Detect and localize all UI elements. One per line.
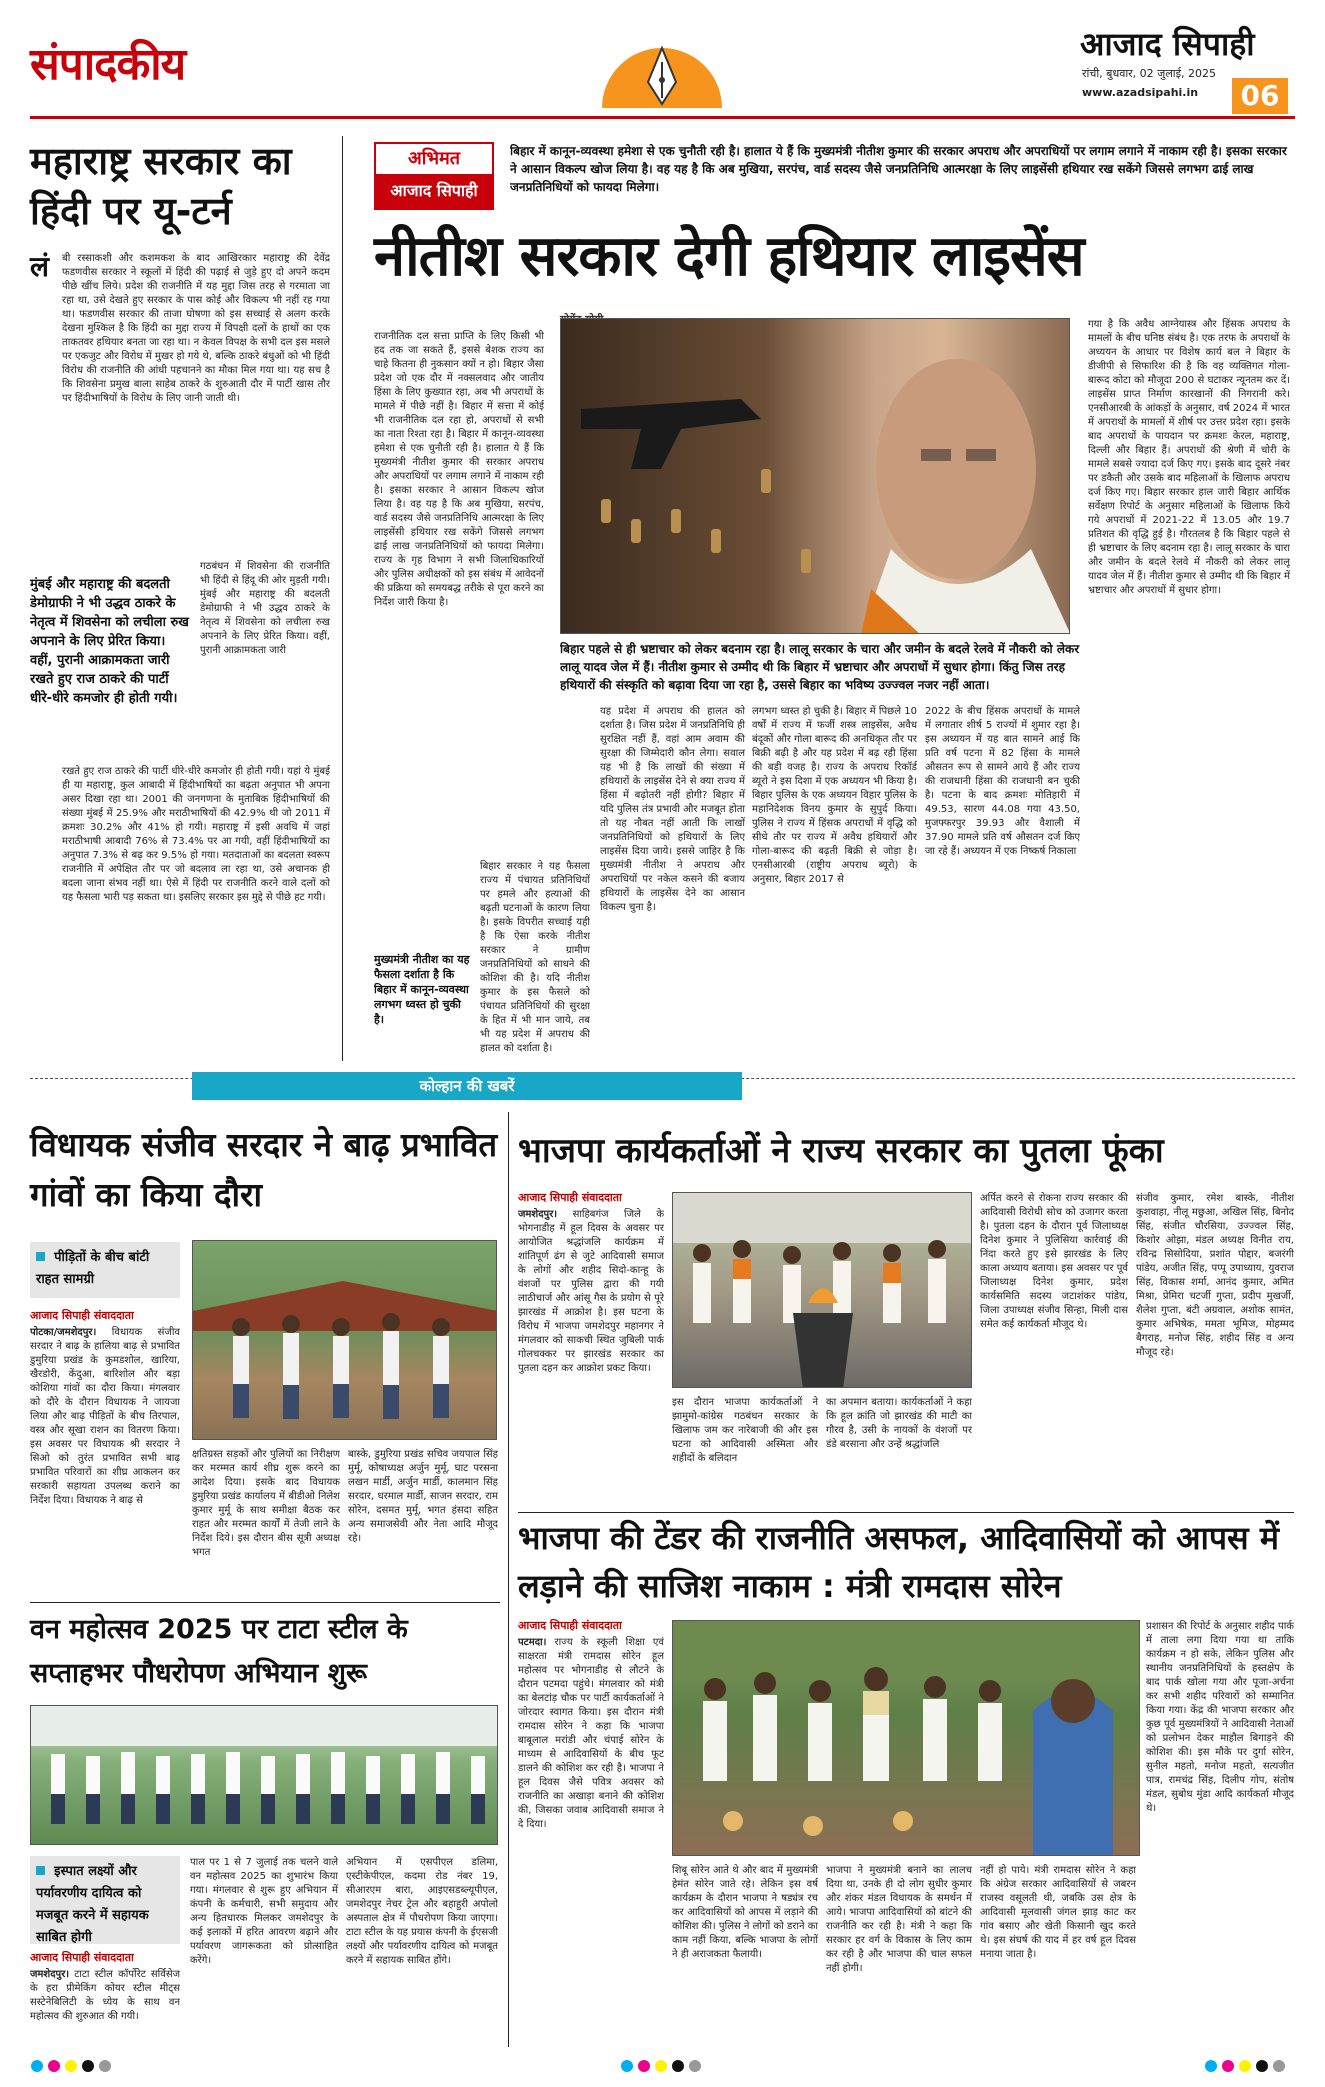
left-body-2: गठबंधन में शिवसेना की राजनीति भी हिंदी से हिंदू की ओर मुड़ती गयी। मुंबई और महाराष्ट्र की बदलती डेमोग्राफी ने भी उद्धव ठाकरे के नेतृत्व में शिवसेना को लचीला रुख अपनाने के लिए प्रेरित किया। वहीं, पुरानी आक्रामकता जारी [200, 561, 330, 656]
story3-body-2: शिबू सोरेन आते थे और बाद में मुख्यमंत्री हेमंत सोरेन जाते रहे। लेकिन इस वर्ष कार्यक्रम के दौरान भाजपा ने षड्यंत्र रच कर आदिवासियों को आपस में लड़ाने की कोशिश की। पुलिस ने लोगों को डराने का काम नहीं किया, बल्कि भाजपा के लोगों ने ही अराजकता फैलायी। [672, 1865, 818, 1960]
story1-body-2: क्षतिग्रस्त सड़कों और पुलियों का निरीक्षण कर मरम्मत कार्य शीघ्र शुरू करने का आदेश दिया। इसके बाद विधायक डुमुरिया प्रखंड कार्यालय में बीडीओ निलेश कुमार मुर्मू के साथ समीक्षा बैठक कर राहत और मरम्मत कार्यों में तेजी लाने के निर्देश दिये। इस दौरान बीस सूत्री अध्यक्ष भगत [192, 1449, 340, 1558]
registration-marks-right [1204, 2058, 1294, 2077]
left-headline: महाराष्ट्र सरकार का हिंदी पर यू-टर्न [30, 139, 292, 233]
lead-col-3: बिहार सरकार ने यह फैसला राज्य में पंचायत प्रतिनिधियों पर हमले और हत्याओं की बढ़ती घटनाओं के कारण लिया है। इसके विपरीत सच्चाई यही है कि ऐसा करके नीतीश सरकार ने ग्रामीण जनप्रतिनिधियों को साधने की कोशिश की है। यदि नीतीश कुमार के इस फैसले को पंचायत प्रतिनिधियों की सुरक्षा के हित में भी मान जाये, तब भी यह प्रदेश में अपराध की हालत को दर्शाता है। [480, 861, 590, 1054]
story2-body-2: इस दौरान भाजपा कार्यकर्ताओं ने झामुमो-कांग्रेस गठबंधन सरकार के खिलाफ जम कर नारेबाजी की और इस घटना को आदिवासी अस्मिता और शहीदों के बलिदान [672, 1397, 818, 1464]
bullet-icon [36, 1866, 45, 1875]
lead-caption: बिहार पहले से ही भ्रष्टाचार को लेकर बदनाम रहा है। लालू सरकार के चारा और जमीन के बदले रेलवे में नौकरी को लेकर लालू यादव जेल में हैं। नीतीश कुमार से उम्मीद थी कि बिहार में भ्रष्टाचार और अपराधों में सुधार होगा। किंतु जिस तरह हथियारों की संस्कृति को बढ़ावा दिया जा रहा है, उससे बिहार का भविष्य उज्ज्वल नजर नहीं आता। [560, 642, 1080, 692]
story1-subhead-text: पीड़ितों के बीच बांटी राहत सामग्री [36, 1250, 150, 1287]
story1-subhead [30, 1242, 180, 1298]
story2-body-5: संजीव कुमार, रमेश बास्के, नीतीश कुशवाहा, नीलू मछुआ, अखिल सिंह, बिनोद सिंह, संजीत चौरसिया, उज्ज्वल सिंह, किशोर ओझा, मंडल अध्यक्ष विनीत राय, रविन्द्र सिसोदिया, प्रशांत पोद्दार, बजरंगी पांडेय, अजीत सिंह, पप्पू उपाध्याय, युवराज सिंह, विकास शर्मा, आनंद कुमार, अमित मिश्रा, प्रेमिरा चटर्जी गुप्ता, प्रदीप मुखर्जी, शैलेश गुप्ता, बंटी अग्रवाल, अशोक सामंत, कुमार अभिषेक, ममता भूमिज, मोहम्मद बैगराह, मनोज सिंह, शहीद सिंह व अन्य मौजूद रहे। [1136, 1193, 1294, 1358]
opinion-tag-label: अभिमत [407, 148, 461, 169]
section-band: कोल्हान की खबरें [192, 1072, 742, 1100]
story4-byline: आजाद सिपाही संवाददाता [30, 1951, 134, 1964]
story3-body-1 [518, 1636, 664, 2046]
story4-body-3: अभियान में एसपीएल डलिमा, एस्टीकेपीएल, कदमा रोड नंबर 19, सीआरएम बारा, आइएसडब्ल्यूपीएल, जमशेदपुर नेचर ट्रेल और बहाहुरी अपोलो अस्पताल क्षेत्र में पौधरोपण किया जाएगा। टाटा स्टील के यह प्रयास कंपनी के ईएसजी लक्ष्यों और पर्यावरणीय दायित्व को मजबूत करने में सहायक साबित होंगे। [346, 1857, 498, 1966]
story4-subhead-text: इस्पात लक्ष्यों और पर्यावरणीय दायित्व को मजबूत करने में सहायक साबित होगी [36, 1864, 149, 1945]
lead-side-quote: मुख्यमंत्री नीतीश का यह फैसला दर्शाता है कि बिहार में कानून-व्यवस्था लगभग ध्वस्त हो चुकी है। [374, 953, 470, 1026]
story3-dateline: पटमदा। [518, 1637, 547, 1648]
story1-byline: आजाद सिपाही संवाददाता [30, 1309, 134, 1322]
story4-body-2: पाल पर 1 से 7 जुलाई तक चलने वाले वन महोत्सव 2025 का शुभारंभ किया गया। मंगलवार से शुरू हुए अभियान में कंपनी के कर्मचारी, सभी समुदाय और अन्य हितधारक मिलकर जमशेदपुर के कई इलाकों में हरित आवरण बढ़ाने और पर्यावरण जागरूकता को प्रोत्साहित करेंगे। [190, 1857, 338, 1966]
story3-body-4: नहीं हो पाये। मंत्री रामदास सोरेन ने कहा कि अंग्रेज सरकार आदिवासियों से जबरन राजस्व वसूलती थी, जबकि उस क्षेत्र के आदिवासी मूलवासी जंगल झाड़ काट कर गांव बसाए और खेती किसानी खुद करते थे। इस संघर्ष की याद में हर वर्ष हूल दिवस मनाया जाता है। [980, 1865, 1136, 1960]
registration-marks-center [620, 2058, 710, 2077]
story2-text-1: साहिबगंज जिले के भोगनाडीह में हूल दिवस के अवसर पर आयोजित श्रद्धांजलि कार्यक्रम में शांतिपूर्ण ढंग से जुटे आदिवासी समाज के लोगों और शहीद सिदो-कान्हू के वंशजों पर पुलिस द्वारा की गयी लाठीचार्ज और आंसू गैस के प्रयोग से पूरे झारखंड में आक्रोश है। इस घटना के विरोध में भाजपा जमशेदपुर महानगर ने मंगलवार को साकची स्थित जुबिली पार्क गोलचक्कर पर झारखंड सरकार का पुतला दहन कर आक्रोश प्रकट किया। [518, 1209, 664, 1374]
story3-photo-minister [672, 1620, 1140, 1856]
lead-headline: नीतीश सरकार देगी हथियार लाइसेंस [374, 224, 1084, 289]
story3-text-1: राज्य के स्कूली शिक्षा एवं साक्षरता मंत्री रामदास सोरेन हूल महोत्सव पर भोगनाडीह से लौटने के दौरान पटमदा पहुंचे। मंगलवार को मंत्री का बेलटांड़ चौक पर पार्टी कार्यकर्ताओं ने जोरदार स्वागत किया। इस दौरान मंत्री रामदास सोरेन ने कहा कि भाजपा बाबूलाल मरांडी और चंपाई सोरेन के माध्यम से आदिवासियों के बीच फूट डालने की कोशिश कर रही है। भाजपा ने हूल दिवस जैसे पवित्र अवसर को राजनीति का अखाड़ा बनाने की कोशिश की, जिसका जवाब आदिवासी समाज ने दे दिया। [518, 1637, 664, 1830]
story4-subhead [30, 1856, 180, 1944]
story1-text-1: विधायक संजीव सरदार ने बाढ़ के हालिया बाढ़ से प्रभावित डुमुरिया प्रखंड के कुमडशोल, खारिया, खैरडोरी, केंदुआ, बारिशोल और बड़ा कोशिया गांवों का दौरा किया। मंगलवार को दौरे के दौरान विधायक ने जायजा लिया और बाढ़ पीड़ितों के बीच तिरपाल, वस्त्र और सूखा राशन का वितरण किया। इस अवसर पर विधायक श्री सरदार ने सिओ को तुरंत प्रभावित सभी बाढ़ प्रभावित परिवारों का शीघ्र आकलन कर सरकारी सहायता उपलब्ध कराने का निर्देश दिया। विधायक ने बाढ़ से [30, 1327, 180, 1506]
story1-body-3: बास्के, डुमुरिया प्रखंड सचिव जयपाल सिंह मुर्मू, कोषाध्यक्ष अर्जुन मुर्मू, घाट परसना लखन मार्डी, अर्जुन मार्डी, कालमान सिंह सरदार, धरमाल मार्डी, साजन सरदार, राम सोरेन, दसमत मुर्मू, भगत हंसदा सहित अन्य समाजसेवी और नेता आदि मौजूद रहे। [348, 1449, 498, 1544]
story1-headline: विधायक संजीव सरदार ने बाढ़ प्रभावित गांवों का किया दौरा [30, 1125, 498, 1214]
story3-body-3: भाजपा ने मुख्यमंत्री बनाने का लालच दिया था, उनके ही दो लोग सुधीर कुमार और शंकर मंडल विधायक के समर्थन में आये। भाजपा आदिवासियों को बांटने की राजनीति कर रही है। मंत्री ने कहा कि सरकार हर वर्ग के विकास के लिए काम कर रही है और भाजपा की चाल सफल नहीं होगी। [826, 1865, 972, 1974]
left-bottom-rule [30, 1602, 500, 1603]
story4-headline: वन महोत्सव 2025 पर टाटा स्टील के सप्ताहभर पौधरोपण अभियान शुरू [30, 1614, 408, 1689]
story2-body-1 [518, 1208, 664, 1508]
bullet-icon [36, 1252, 45, 1261]
paper-logo: आजाद सिपाही [1080, 25, 1255, 63]
lead-deck: बिहार में कानून-व्यवस्था हमेशा से एक चुनौती रही है। हालात ये हैं कि मुख्यमंत्री नीतीश कुमार की सरकार अपराध और अपराधियों पर लगाम लगाने में नाकाम रही है। इसका सरकार ने आसान विकल्प खोज लिया है। वह यह है कि अब मुखिया, सरपंच, वार्ड सदस्य जैसे जनप्रतिनिधि आत्मरक्षा के लिए लाइसेंसी हथियार रख सकेंगे जिससे लगभग ढाई लाख जनप्रतिनिधियों को फायदा मिलेगा। [510, 144, 1287, 194]
story1-photo-flood-visit [192, 1240, 497, 1440]
story3-byline: आजाद सिपाही संवाददाता [518, 1619, 622, 1632]
masthead [0, 0, 1325, 118]
lead-col-4: यह प्रदेश में अपराध की हालत को दर्शाता है। जिस प्रदेश में जनप्रतिनिधि ही सुरक्षित नहीं हैं, वहां आम अवाम की सुरक्षा की जिम्मेदारी कौन लेगा। सवाल यह भी है कि लाखों की संख्या में हथियारों के लाइसेंस देने से क्या राज्य में हिंसा में बढ़ोतरी नहीं होगी? बिहार में यदि पुलिस तंत्र प्रभावी और मजबूत होता तो यह नौबत नहीं आती कि लाखों जनप्रतिनिधियों को हथियारों के लिए लाइसेंस दिया जाये। इससे जाहिर है कि मुख्यमंत्री नीतीश ने अपराध और अपराधियों पर नकेल कसने की बजाय हथियारों के लाइसेंस देने का आसान विकल्प चुना है। [600, 706, 745, 913]
left-pullquote: मुंबई और महाराष्ट्र की बदलती डेमोग्राफी ने भी उद्धव ठाकरे के नेतृत्व में शिवसेना को लचीला रुख अपनाने के लिए प्रेरित किया। वहीं, पुरानी आक्रामकता जारी रखते हुए राज ठाकरे की पार्टी धीरे-धीरे कमजोर ही होती गयी। [30, 577, 189, 706]
registration-marks-left [30, 2058, 120, 2077]
left-column-rule [342, 136, 343, 1061]
story4-photo-plantation [30, 1705, 498, 1845]
section-title: संपादकीय [30, 39, 186, 90]
opinion-tag-paper: आजाद सिपाही [376, 174, 492, 208]
left-body-3: रखते हुए राज ठाकरे की पार्टी धीरे-धीरे कमजोर ही होती गयी। यहां ये मुंबई ही या महाराष्ट्र, कुल आबादी में हिंदीभाषियों का बढ़ता अनुपात भी अपना असर दिखा रहा था। 2001 की जनगणना के मुताबिक हिंदीभाषियों की संख्या मुंबई में 25.9% और मराठीभाषियों की 42.9% थी जो 2011 में क्रमशः 30.2% और 41% हो गयी। महाराष्ट्र में इसी अवधि में जहां मराठीभाषी आबादी 76% से 73.4% पर आ गयी, वहीं हिंदीभाषियों का अनुपात 7.3% से बढ़ कर 9.5% हो गया। मतदाताओं का बदलता स्वरूप राजनीति में अपेक्षित तौर पर जो बदलाव ला रहा था, उसे अचानक ही बदला जाना संभव नहीं था। ऐसे में हिंदी पर राजनीति करने वाले दलों को यह फैसला भारी पड़ सकता था। इसलिए सरकार इस मुद्दे से पीछे हट गयी। [62, 766, 330, 903]
story2-photo-effigy [672, 1192, 972, 1388]
lead-col-1: राजनीतिक दल सत्ता प्राप्ति के लिए किसी भी हद तक जा सकते हैं, इससे बेशक राज्य का चाहे कितना ही नुकसान क्यों न हो। बिहार जैसा प्रदेश जो एक दौर में नक्सलवाद और जातीय हिंसा के लिए कुख्यात रहा, अब भी अपराधों के मामले में पीछे नहीं है। बिहार में सत्ता में कोई भी राजनीतिक दल रहा हो, अपराधों से सभी का नाता रिश्ता रहा है। बिहार में कानून-व्यवस्था हमेशा से एक चुनौती रही है। हालात ये हैं कि मुख्यमंत्री नीतीश कुमार की सरकार अपराध और अपराधियों पर लगाम लगाने में नाकाम रही है। इसका सरकार ने आसान विकल्प खोज लिया है। वह यह है कि अब मुखिया, सरपंच, वार्ड सदस्य जैसे जनप्रतिनिधि आत्मरक्षा के लिए लाइसेंसी हथियार रख सकेंगे जिससे लगभग ढाई लाख जनप्रतिनिधियों को फायदा मिलेगा। राज्य के गृह विभाग ने सभी जिलाधिकारियों और पुलिस अधीक्षकों को इस संबंध में आवेदनों की प्रक्रिया को समयबद्ध तरीके से पूरा करने का निर्देश जारी किया है। [374, 331, 544, 608]
opinion-tag [374, 142, 494, 210]
bottom-column-rule [508, 1112, 509, 2047]
story1-body-1 [30, 1326, 180, 1596]
website: www.azadsipahi.in [1082, 86, 1199, 99]
story2-dateline: जमशेदपुर। [518, 1209, 558, 1220]
story4-dateline: जमशेदपुर। [30, 1969, 70, 1980]
story2-byline: आजाद सिपाही संवाददाता [518, 1191, 622, 1204]
story2-headline: भाजपा कार्यकर्ताओं ने राज्य सरकार का पुतला फूंका [518, 1131, 1164, 1171]
story4-text-1: टाटा स्टील कॉर्पोरेट सर्विसेज के हरा प्रीमेकिंग कोयर स्टील मीट्स सस्टेनेबिलिटी के ध्येय के साथ वन महोत्सव की शुरुआत की गयी। [30, 1969, 180, 2022]
lead-col-2: गया है कि अवैध आग्नेयास्त्र और हिंसक अपराध के मामलों के बीच घनिष्ठ संबंध है। एक तरफ के अपराधों के अध्ययन के आधार पर विशेष कार्य बल ने बिहार के डीजीपी से सिफारिश की है कि वह व्यक्तिगत गोला-बारूद कोटा को मौजूदा 200 से घटाकर न्यूनतम कर दें। लाइसेंस प्राप्त निर्माण कारखानों की निगरानी करे। एनसीआरबी के आंकड़ों के अनुसार, वर्ष 2024 में भारत में अपराधों के मामलों में शीर्ष पर उत्तर प्रदेश रहा। इसके बाद अपराधों के पायदान पर क्रमशः केरल, महाराष्ट्र, दिल्ली और बिहार हैं। अपराधों की श्रेणी में चोरी के मामले सबसे ज्यादा दर्ज किए गए। इसके बाद दूसरे नंबर पर डकैती और उसके बाद महिलाओं के खिलाफ अपराध दर्ज किए गए। बिहार सरकार हाल जारी बिहार आर्थिक सर्वेक्षण रिपोर्ट के अनुसार महिलाओं के खिलाफ किये गये अपराधों में 2021-22 में 13.05 और 19.7 प्रतिशत की वृद्धि हुई है। गौरतलब है कि बिहार पहले से ही भ्रष्टाचार के लिए बदनाम रहा है। लालू सरकार के चारा और जमीन के बदले रेलवे में नौकरी को लेकर लालू यादव जेल में हैं। नीतीश कुमार से उम्मीद थी कि बिहार में भ्रष्टाचार और अपराधों में सुधार होगा। [1088, 319, 1290, 596]
lead-col-5: लगभग ध्वस्त हो चुकी है। बिहार में पिछले 10 वर्षों में राज्य में फर्जी शस्त्र लाइसेंस, अवैध बंदूकों और गोला बारूद की अनधिकृत तौर पर बिक्री बढ़ी है और यह प्रदेश में बढ़ रही हिंसा की बड़ी वजह है। राज्य के अपराध रिकॉर्ड ब्यूरो ने इस दिशा में एक अध्ययन भी किया है। बिहार पुलिस के एक अध्ययन विहार पुलिस के महानिदेशक विनय कुमार के सुपुर्द किया। पुलिस ने राज्य में हिंसक अपराधों में वृद्धि को सीधे तौर पर राज्य में अवैध हथियारों और गोला-बारूद की बढ़ती बिक्री से जोड़ा है। एनसीआरबी (राष्ट्रीय अपराध ब्यूरो) के अनुसार, बिहार 2017 से [752, 706, 917, 885]
story2-body-3: का अपमान बताया। कार्यकर्ताओं ने कहा कि हूल क्रांति जो झारखंड की माटी का गौरव है, उसी के नायकों के वंशजों पर डंडे बरसाना और उन्हें श्रद्धांजलि [826, 1397, 972, 1450]
page-number: 06 [1232, 78, 1288, 114]
dateline: रांची, बुधवार, 02 जुलाई, 2025 [1082, 67, 1217, 80]
dropcap: लं [30, 250, 49, 283]
pen-logo [596, 42, 728, 108]
left-body-1: बी रस्साकशी और कशमकश के बाद आखिरकार महाराष्ट्र की देवेंद्र फडणवीस सरकार ने स्कूलों में हिंदी की पढ़ाई से जुड़े हुए दो अपने कदम पीछे खींच लिये। प्रदेश की राजनीति में यह मुद्दा जिस तरह से गरमाता जा रहा था, उसे देखते हुए सरकार के पास कोई और विकल्प भी नहीं रह गया था। फडणवीस सरकार की ताजा घोषणा को इस सच्चाई से अलग करके देखना मुश्किल है कि हिंदी का मुद्दा राज्य में विपक्षी दलों के हाथों का एक ताकतवर हथियार बनता जा रहा था। न केवल विपक्ष के सभी दल इस मसले पर एकजुट और विरोध में मुखर हो गये थे, बल्कि ठाकरे बंधुओं को भी हिंदी विरोध की राजनीति की आंधी पहचानने का मौका मिल गया था। यह सच है कि शिवसेना प्रमुख बाला साहेब ठाकरे के शुरुआती दौर में पार्टी खास तौर पर हिंदीभाषियों के विरोध के लिए जानी जाती थी। [62, 253, 330, 404]
story3-headline: भाजपा की टेंडर की राजनीति असफल, आदिवासियों को आपस में लड़ाने की साजिश नाकाम : मंत्री रामदास सोरेन [518, 1519, 1279, 1605]
story3-body-5: प्रशासन की रिपोर्ट के अनुसार शहीद पार्क में ताला लगा दिया गया था ताकि कार्यक्रम न हो सके, लेकिन पुलिस और स्थानीय जनप्रतिनिधियों के हस्तक्षेप के बाद पार्क खोला गया और पूजा-अर्चना कर सभी शहीद परिवारों को सम्मानित किया गया। केंद्र की भाजपा सरकार और कुछ पूर्व मुख्यमंत्रियों ने आदिवासी नेताओं को प्रलोभन देकर माहौल बिगाड़ने की कोशिश की। इस मौके पर दुर्गा सोरेन, सुनील महतो, मनोज महतो, सत्यजीत पात्र, रामचंद्र सिंह, दिलीप गोप, संतोष मंडल, सुबोध मुंडा आदि कार्यकर्ता मौजूद थे। [1146, 1621, 1294, 1814]
masthead-rule [30, 116, 1295, 119]
story4-body-1 [30, 1968, 180, 2043]
right-mid-rule [518, 1512, 1294, 1513]
lead-photo-gun-and-cm [560, 318, 1070, 634]
lead-col-6: 2022 के बीच हिंसक अपराधों के मामले में लगातार शीर्ष 5 राज्यों में शुमार रहा है। इस अध्ययन में यह बात सामने आई कि प्रति वर्ष पटना में 82 हिंसा के मामले औसतन रूप से सामने आये हैं और राज्य की राजधानी हिंसा की राजधानी बन चुकी है। पटना के बाद क्रमशः मोतिहारी में 49.53, सारण 44.08 गया 43.50, मुजफ्फरपुर 39.93 और वैशाली में 37.90 मामले प्रति वर्ष औसतन दर्ज किए जा रहे हैं। अध्ययन में एक निष्कर्ष निकाला [925, 706, 1080, 857]
story1-dateline: पोटका/जमशेदपुर। [30, 1327, 97, 1338]
story2-body-4: अर्पित करने से रोकना राज्य सरकार की आदिवासी विरोधी सोच को उजागर करता है। पुतला दहन के दौरान पूर्व जिलाध्यक्ष दिनेश कुमार ने पुलिसिया कार्रवाई की निंदा करते हुए इसे झारखंड के लिए काला अध्याय बताया। इस अवसर पर पूर्व जिलाध्यक्ष दिनेश कुमार, प्रदेश कार्यसमिति सदस्य जटाशंकर पांडेय, जिला उपाध्यक्ष संजीव सिन्हा, मिली दास समेत कई कार्यकर्ता मौजूद थे। [980, 1193, 1128, 1330]
